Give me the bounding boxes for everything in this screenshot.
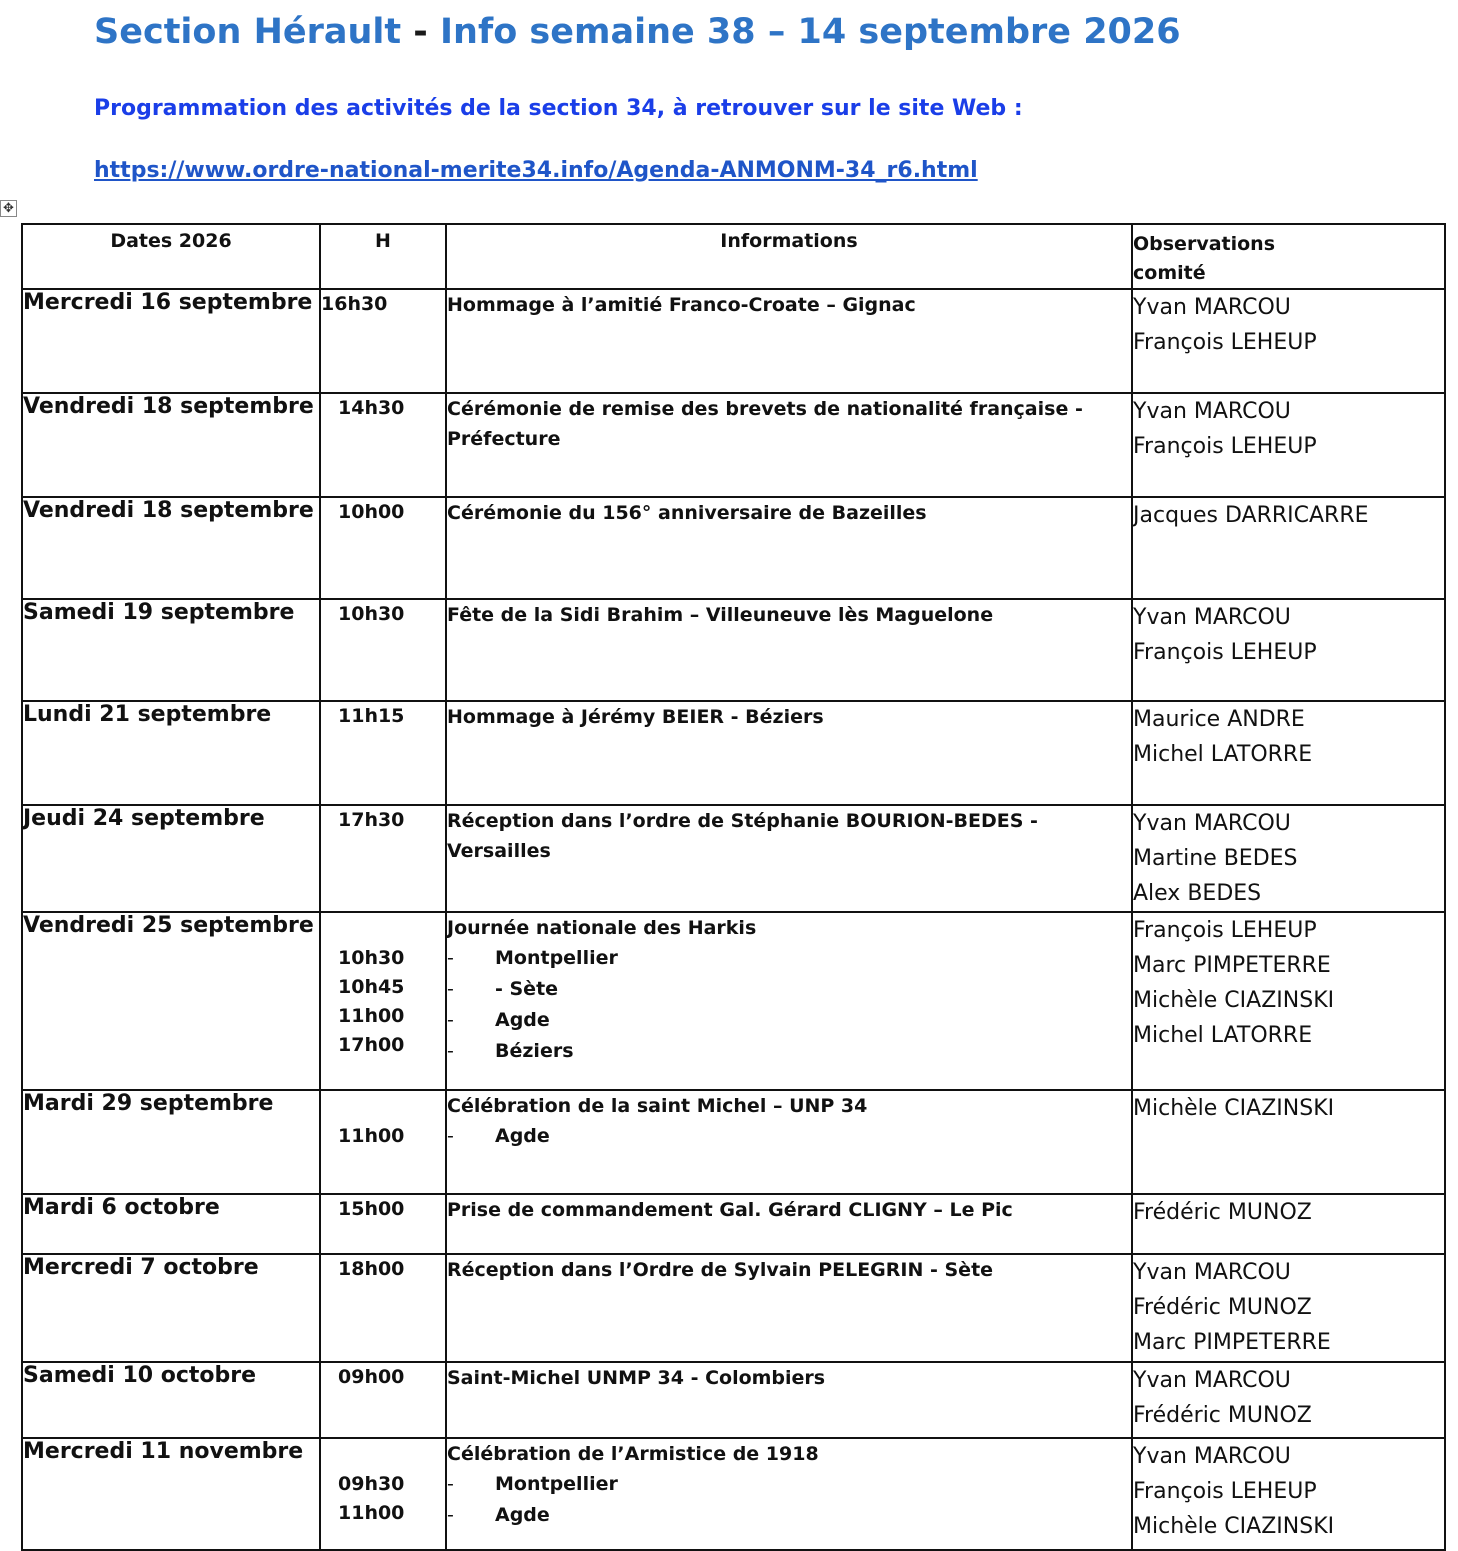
row-observations [1132, 1254, 1445, 1362]
committee-member: Michèle CIAZINSKI [1133, 1514, 1335, 1539]
table-row [22, 1438, 1445, 1550]
committee-member: Jacques DARRICARRE [1133, 503, 1369, 528]
row-info-text: Journée nationale des Harkis [447, 917, 757, 939]
agenda-link[interactable]: https://www.ordre-national-merite34.info/Agenda-ANMONM-34_r6.html [94, 158, 978, 183]
row-info-text: Célébration de la saint Michel – UNP 34 [447, 1095, 868, 1117]
row-info [446, 393, 1132, 497]
row-info-bullet [447, 943, 1131, 974]
row-observations [1132, 1362, 1445, 1438]
row-hour: 17h30 [338, 809, 405, 831]
row-date: Jeudi 24 septembre [22, 805, 320, 912]
row-observations [1132, 701, 1445, 805]
table-row [22, 1254, 1445, 1362]
row-observations [1132, 497, 1445, 599]
committee-member: Marc PIMPETERRE [1133, 953, 1331, 978]
bullet-text: - Sète [495, 978, 559, 1000]
committee-member: François LEHEUP [1133, 918, 1317, 943]
row-date: Lundi 21 septembre [22, 701, 320, 805]
committee-member: Yvan MARCOU [1133, 811, 1291, 836]
row-info-text: Célébration de l’Armistice de 1918 [447, 1443, 819, 1465]
row-info [446, 289, 1132, 393]
bullet-dash: - [447, 1125, 454, 1147]
row-info [446, 497, 1132, 599]
row-date: Mercredi 16 septembre [22, 289, 320, 393]
row-info-bullet [447, 1036, 1131, 1067]
row-info-text: Prise de commandement Gal. Gérard CLIGNY – Le Pic [447, 1199, 1013, 1221]
row-hours [320, 393, 446, 497]
row-observations [1132, 1194, 1445, 1254]
header-dates: Dates 2026 [22, 224, 320, 289]
row-info-bullet [447, 1005, 1131, 1036]
table-row [22, 497, 1445, 599]
row-date: Mercredi 11 novembre [22, 1438, 320, 1550]
table-row [22, 1362, 1445, 1438]
table-row [22, 1194, 1445, 1254]
row-info-text: Hommage à l’amitié Franco-Croate – Gignac [447, 294, 916, 316]
row-date: Mardi 29 septembre [22, 1090, 320, 1194]
row-hours [320, 701, 446, 805]
row-info [446, 701, 1132, 805]
row-info [446, 912, 1132, 1090]
committee-member: Michèle CIAZINSKI [1133, 1096, 1335, 1121]
row-date: Samedi 10 octobre [22, 1362, 320, 1438]
committee-member: Frédéric MUNOZ [1133, 1403, 1312, 1428]
row-hour: 11h00 [338, 1125, 405, 1147]
row-info [446, 1362, 1132, 1438]
bullet-dash: - [447, 1473, 454, 1495]
table-row [22, 599, 1445, 701]
row-info [446, 1438, 1132, 1550]
row-date: Samedi 19 septembre [22, 599, 320, 701]
row-info [446, 1254, 1132, 1362]
bullet-dash: - [447, 1504, 454, 1526]
header-info: Informations [446, 224, 1132, 289]
table-row [22, 701, 1445, 805]
row-hours [320, 497, 446, 599]
row-info-text: Fête de la Sidi Brahim – Villeuneuve lès Maguelone [447, 604, 994, 626]
row-info-text: Hommage à Jérémy BEIER - Béziers [447, 706, 824, 728]
bullet-dash: - [447, 1040, 454, 1062]
bullet-text: Agde [495, 1125, 550, 1147]
row-observations [1132, 1090, 1445, 1194]
row-hour: 10h30 [338, 603, 405, 625]
committee-member: François LEHEUP [1133, 330, 1317, 355]
row-info-bullet [447, 1121, 1131, 1152]
title-week: Info semaine 38 – 14 septembre 2026 [440, 12, 1181, 52]
bullet-dash: - [447, 947, 454, 969]
page-title [94, 12, 1181, 52]
row-hour: 15h00 [338, 1198, 405, 1220]
row-hour: 10h00 [338, 501, 405, 523]
row-info-text: Réception dans l’Ordre de Sylvain PELEGRIN - Sète [447, 1259, 994, 1281]
committee-member: François LEHEUP [1133, 1479, 1317, 1504]
row-info [446, 1194, 1132, 1254]
row-date: Vendredi 18 septembre [22, 393, 320, 497]
title-separator: - [401, 12, 441, 52]
committee-member: Martine BEDES [1133, 846, 1298, 871]
committee-member: Michel LATORRE [1133, 742, 1313, 767]
committee-member: Yvan MARCOU [1133, 399, 1291, 424]
row-hour: 09h30 [338, 1473, 405, 1495]
row-info-text: Cérémonie du 156° anniversaire de Bazeilles [447, 502, 927, 524]
committee-member: Alex BEDES [1133, 881, 1262, 906]
header-obs-line1: Observations [1133, 233, 1276, 255]
agenda-table [21, 223, 1446, 1551]
row-hours [320, 599, 446, 701]
row-hour: 11h00 [338, 1502, 405, 1524]
row-hours [320, 1438, 446, 1550]
bullet-text: Agde [495, 1504, 550, 1526]
row-hour: 14h30 [338, 397, 405, 419]
committee-member: Maurice ANDRE [1133, 707, 1305, 732]
row-observations [1132, 805, 1445, 912]
move-icon[interactable]: ✥ [0, 200, 17, 217]
row-hour: 11h15 [338, 705, 405, 727]
committee-member: Frédéric MUNOZ [1133, 1295, 1312, 1320]
row-date: Mercredi 7 octobre [22, 1254, 320, 1362]
row-info [446, 599, 1132, 701]
committee-member: Michèle CIAZINSKI [1133, 988, 1335, 1013]
committee-member: Yvan MARCOU [1133, 1368, 1291, 1393]
row-hours [320, 289, 446, 393]
committee-member: Yvan MARCOU [1133, 605, 1291, 630]
row-info-text: Cérémonie de remise des brevets de nationalité française - Préfecture [447, 398, 1083, 450]
subtitle: Programmation des activités de la section 34, à retrouver sur le site Web : [94, 96, 1023, 121]
row-info-text: Réception dans l’ordre de Stéphanie BOURION-BEDES - Versailles [447, 810, 1038, 862]
committee-member: Yvan MARCOU [1133, 1444, 1291, 1469]
row-info-bullet [447, 1500, 1131, 1531]
row-hours [320, 805, 446, 912]
row-info [446, 1090, 1132, 1194]
row-info-bullet [447, 974, 1131, 1005]
row-date: Vendredi 25 septembre [22, 912, 320, 1090]
committee-member: Marc PIMPETERRE [1133, 1330, 1331, 1355]
row-hour: 16h30 [321, 293, 388, 315]
row-observations [1132, 393, 1445, 497]
committee-member: Yvan MARCOU [1133, 1260, 1291, 1285]
row-hour: 10h30 [338, 947, 405, 969]
bullet-dash: - [447, 978, 454, 1000]
table-row [22, 1090, 1445, 1194]
table-header-row [22, 224, 1445, 289]
committee-member: François LEHEUP [1133, 434, 1317, 459]
row-hour: 09h00 [338, 1366, 405, 1388]
row-info-text: Saint-Michel UNMP 34 - Colombiers [447, 1367, 826, 1389]
committee-member: François LEHEUP [1133, 640, 1317, 665]
row-info [446, 805, 1132, 912]
row-date: Vendredi 18 septembre [22, 497, 320, 599]
committee-member: Frédéric MUNOZ [1133, 1200, 1312, 1225]
row-hour: 17h00 [338, 1034, 405, 1056]
header-observations [1132, 224, 1445, 289]
row-observations [1132, 599, 1445, 701]
table-row [22, 805, 1445, 912]
row-hour: 10h45 [338, 976, 405, 998]
bullet-text: Béziers [495, 1040, 574, 1062]
row-info-bullet [447, 1469, 1131, 1500]
table-row [22, 912, 1445, 1090]
committee-member: Michel LATORRE [1133, 1023, 1313, 1048]
row-hours [320, 1194, 446, 1254]
row-date: Mardi 6 octobre [22, 1194, 320, 1254]
title-section: Section Hérault [94, 12, 402, 52]
bullet-dash: - [447, 1009, 454, 1031]
row-hours [320, 1254, 446, 1362]
row-observations [1132, 289, 1445, 393]
row-hours [320, 912, 446, 1090]
bullet-text: Montpellier [495, 947, 618, 969]
committee-member: Yvan MARCOU [1133, 295, 1291, 320]
row-hour: 18h00 [338, 1258, 405, 1280]
row-hours [320, 1090, 446, 1194]
table-row [22, 289, 1445, 393]
bullet-text: Agde [495, 1009, 550, 1031]
table-row [22, 393, 1445, 497]
row-observations [1132, 1438, 1445, 1550]
row-hours [320, 1362, 446, 1438]
header-obs-line2: comité [1133, 262, 1206, 284]
header-hour: H [320, 224, 446, 289]
bullet-text: Montpellier [495, 1473, 618, 1495]
row-observations [1132, 912, 1445, 1090]
row-hour: 11h00 [338, 1005, 405, 1027]
